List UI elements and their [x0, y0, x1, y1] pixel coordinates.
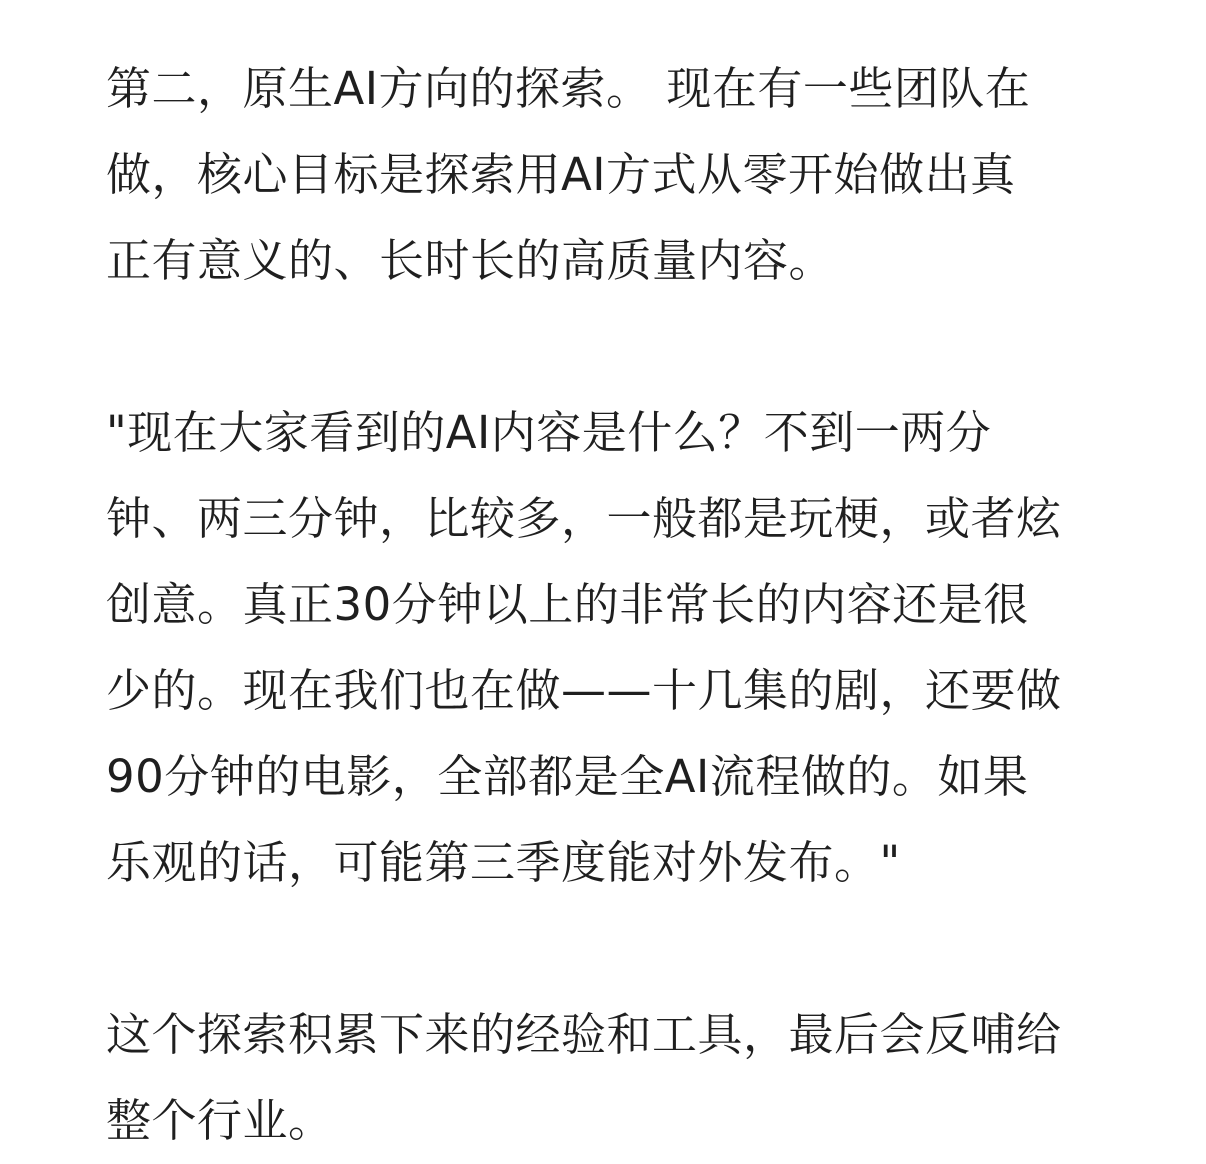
text-line: "现在大家看到的AI内容是什么？不到一两分 — [106, 406, 992, 459]
text-line: 这个探索积累下来的经验和工具，最后会反哺给 — [106, 1008, 1062, 1061]
text-line: 钟、两三分钟，比较多，一般都是玩梗，或者炫 — [106, 492, 1062, 545]
text-line: 少的。现在我们也在做——十几集的剧，还要做 — [106, 664, 1062, 717]
paragraph-native-ai-exploration — [106, 46, 1106, 304]
text-line: 做，核心目标是探索用AI方式从零开始做出真 — [106, 148, 1016, 201]
text-line: 整个行业。 — [106, 1094, 334, 1147]
text-line: 90分钟的电影，全部都是全AI流程做的。如果 — [106, 750, 1029, 803]
text-line: 创意。真正30分钟以上的非常长的内容还是很 — [106, 578, 1029, 631]
text-line: 乐观的话，可能第三季度能对外发布。" — [106, 836, 901, 889]
text-line: 第二，原生AI方向的探索。 现在有一些团队在 — [106, 62, 1031, 115]
text-line: 正有意义的、长时长的高质量内容。 — [106, 234, 835, 287]
paragraph-quote — [106, 390, 1106, 906]
paragraph-industry-feedback — [106, 992, 1106, 1164]
